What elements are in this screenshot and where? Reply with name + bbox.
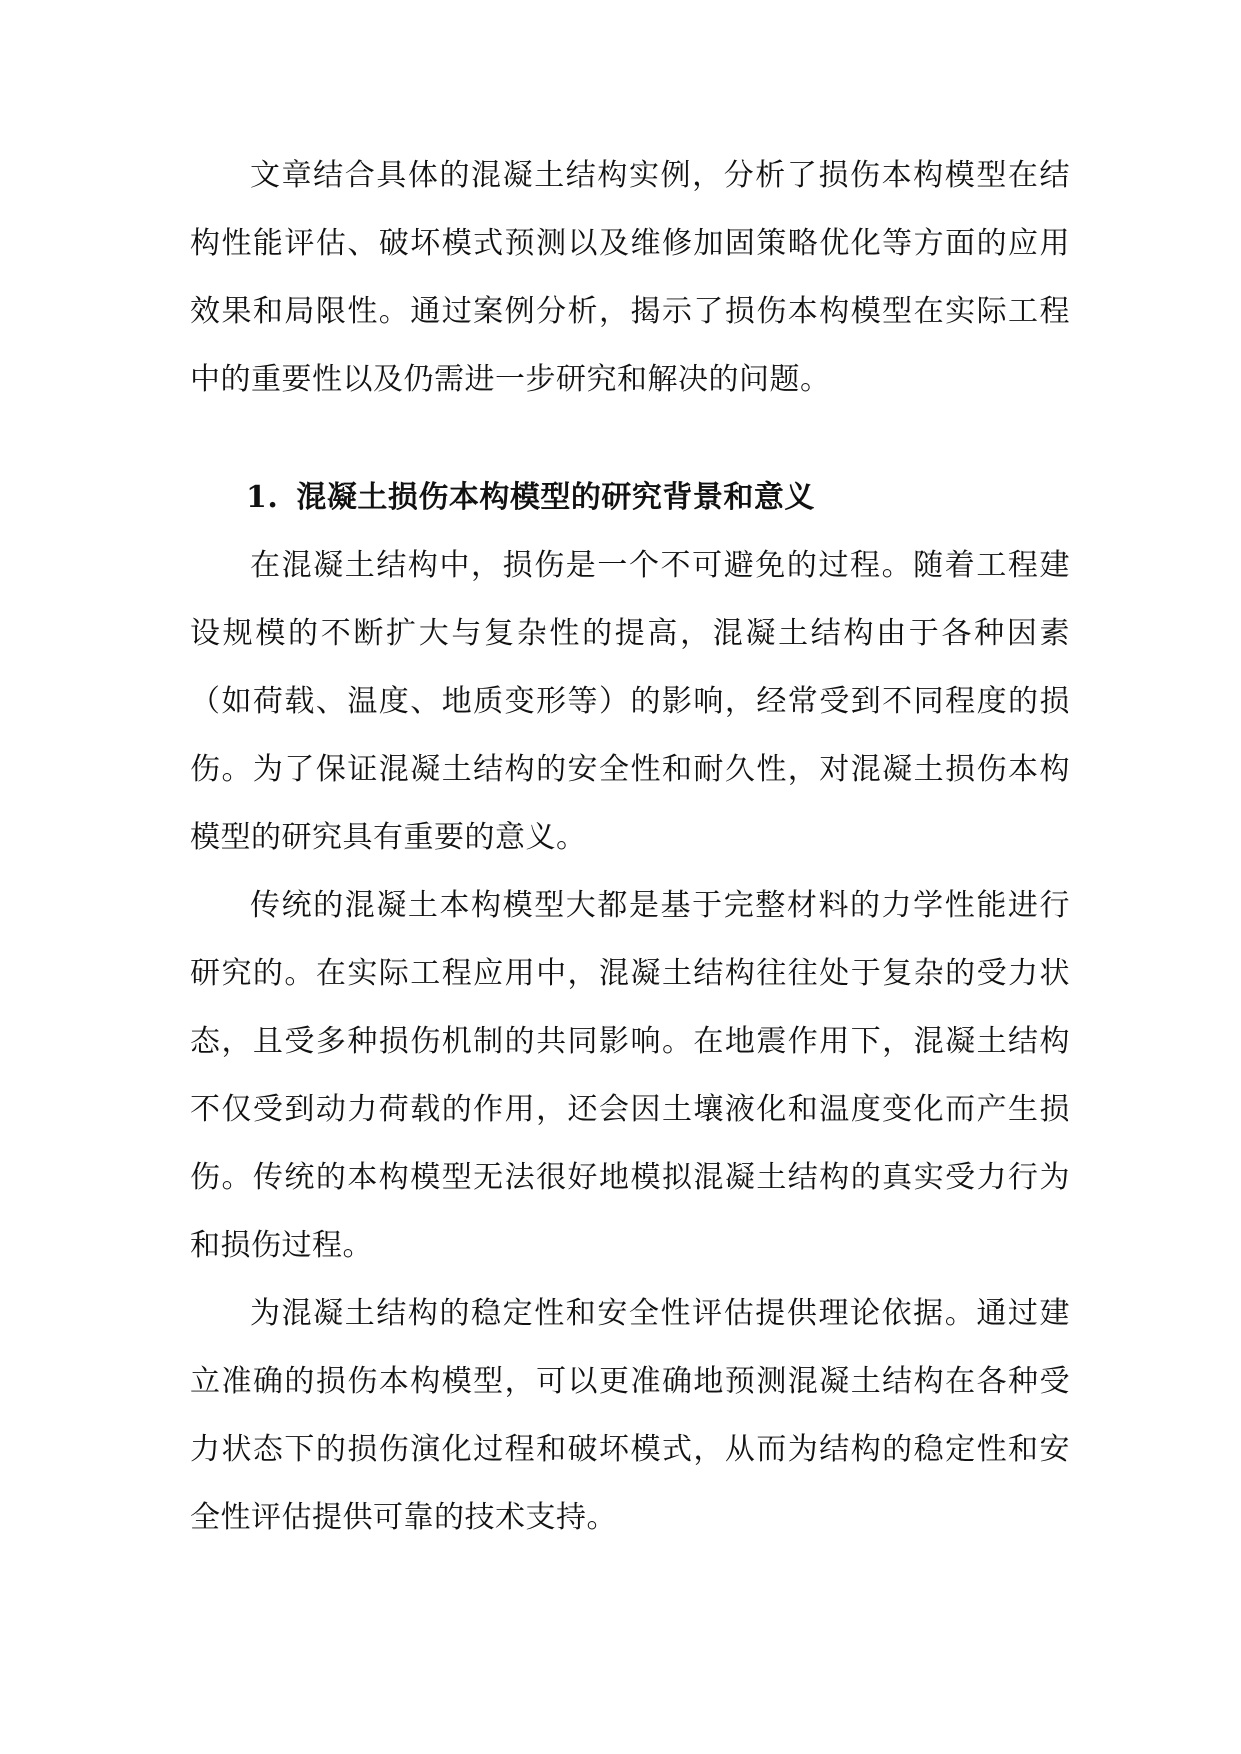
section-title: 混凝土损伤本构模型的研究背景和意义 (296, 480, 815, 515)
intro-paragraph: 文章结合具体的混凝土结构实例，分析了损伤本构模型在结构性能评估、破坏模式预测以及维修加固策略优化等方面的应用效果和局限性。通过案例分析，揭示了损伤本构模型在实际工程中的重要性以及仍需进一步研究和解决的问题。 (190, 158, 1070, 397)
body-paragraph-2: 传统的混凝土本构模型大都是基于完整材料的力学性能进行研究的。在实际工程应用中，混凝土结构往往处于复杂的受力状态，且受多种损伤机制的共同影响。在地震作用下，混凝土结构不仅受到动力荷载的作用，还会因土壤液化和温度变化而产生损伤。传统的本构模型无法很好地模拟混凝土结构的真实受力行为和损伤过程。 (190, 888, 1070, 1263)
body-paragraph-1: 在混凝土结构中，损伤是一个不可避免的过程。随着工程建设规模的不断扩大与复杂性的提高，混凝土结构由于各种因素（如荷载、温度、地质变形等）的影响，经常受到不同程度的损伤。为了保证混凝土结构的安全性和耐久性，对混凝土损伤本构模型的研究具有重要的意义。 (190, 548, 1070, 855)
body-paragraph-3: 为混凝土结构的稳定性和安全性评估提供理论依据。通过建立准确的损伤本构模型，可以更准确地预测混凝土结构在各种受力状态下的损伤演化过程和破坏模式，从而为结构的稳定性和安全性评估提供可靠的技术支持。 (190, 1296, 1070, 1535)
document-body (190, 142, 1070, 1552)
section-heading (190, 464, 1070, 532)
section-number: 1. (246, 480, 279, 515)
